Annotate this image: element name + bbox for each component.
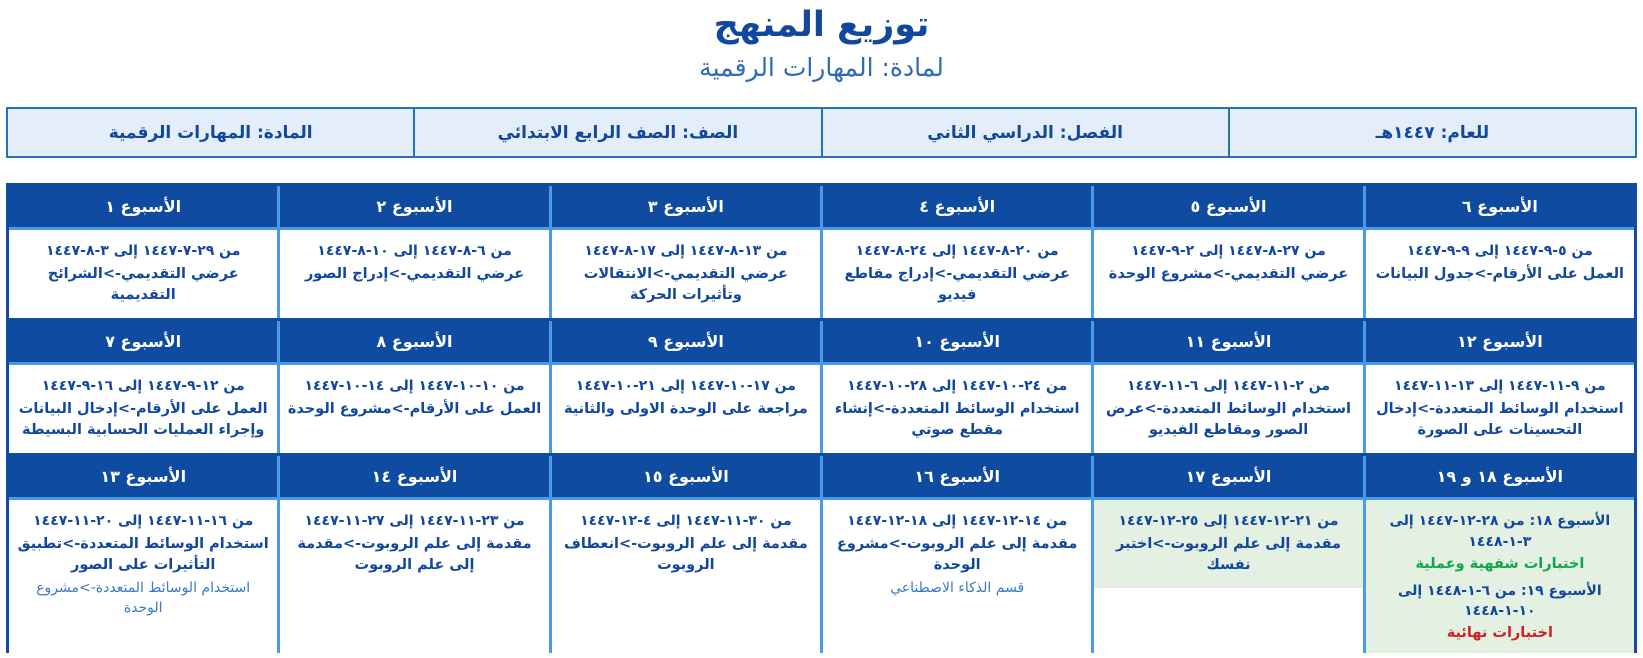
week-column[interactable] [1363,321,1634,453]
week-column[interactable] [820,456,1091,653]
page-subtitle: لمادة: المهارات الرقمية [699,52,944,82]
week-topic-secondary: استخدام الوسائط المتعددة->مشروع الوحدة [36,579,251,616]
week-topic: عرضي التقديمي->الشرائح التقديمية [47,265,239,303]
week-date-range: الأسبوع ١٩: من ٦-١-١٤٤٨ إلى ١٠-١-١٤٤٨ [1398,582,1602,620]
exam-group [1373,511,1627,575]
week-topic: مقدمة إلى علم الروبوت->مقدمة إلى علم الروبوت [297,535,532,573]
week-column[interactable] [1091,186,1362,318]
week-row [9,456,1634,653]
week-header-label: الأسبوع ١٤ [280,456,548,500]
week-column[interactable] [549,456,820,653]
week-body [823,365,1091,453]
week-date-range: من ٥-٩-١٤٤٧ إلى ٩-٩-١٤٤٧ [1406,243,1593,260]
week-column[interactable] [277,456,548,653]
week-topic: مراجعة على الوحدة الاولى والثانية [563,400,808,417]
week-topic-secondary: قسم الذكاء الاصطناعي [890,579,1025,596]
week-topic: استخدام الوسائط المتعددة->عرض الصور ومقاطع الفيديو [1105,400,1352,438]
week-date-range: من ٢-١١-١٤٤٧ إلى ٦-١١-١٤٤٧ [1127,378,1331,395]
week-header-label: الأسبوع ٦ [1366,186,1634,230]
week-date-range: من ٢٠-٨-١٤٤٧ إلى ٢٤-٨-١٤٤٧ [855,243,1059,260]
week-column[interactable] [1091,456,1362,653]
week-date-range: من ١٦-١١-١٤٤٧ إلى ٢٠-١١-١٤٤٧ [33,513,254,530]
week-date-range: من ٢٧-٨-١٤٤٧ إلى ٢-٩-١٤٤٧ [1131,243,1326,260]
week-body [823,230,1091,318]
week-date-range: من ٢٩-٧-١٤٤٧ إلى ٣-٨-١٤٤٧ [45,243,241,260]
week-header-label: الأسبوع ٥ [1094,186,1362,230]
week-topic: العمل على الأرقام->جدول البيانات [1375,265,1624,282]
week-header-label: الأسبوع ٨ [280,321,548,365]
week-date-range: من ٩-١١-١٤٤٧ إلى ١٣-١١-١٤٤٧ [1394,378,1606,395]
week-topic: عرضي التقديمي->إدراج الصور [304,265,525,282]
week-topic: مقدمة إلى علم الروبوت->اختبر نفسك [1116,535,1341,573]
week-date-range: من ٣٠-١١-١٤٤٧ إلى ٤-١٢-١٤٤٧ [580,513,792,530]
week-date-range: من ٦-٨-١٤٤٧ إلى ١٠-٨-١٤٤٧ [317,243,512,260]
week-topic: عرضي التقديمي->الانتقالات وتأثيرات الحركة [583,265,788,303]
week-body [1094,230,1362,318]
week-date-range: من ١٧-١٠-١٤٤٧ إلى ٢١-١٠-١٤٤٧ [575,378,796,395]
week-header-label: الأسبوع ٣ [552,186,820,230]
week-topic: استخدام الوسائط المتعددة->إنشاء مقطع صوتي [834,400,1080,438]
info-cell-subject: المادة: المهارات الرقمية [108,123,313,144]
week-date-range: من ١٣-٨-١٤٤٧ إلى ١٧-٨-١٤٤٧ [584,243,788,260]
week-topic: العمل على الأرقام->مشروع الوحدة [287,400,542,417]
week-body [552,365,820,453]
week-column[interactable] [9,321,277,453]
week-body [280,230,548,318]
week-column[interactable] [820,186,1091,318]
week-date-range: من ١٠-١٠-١٤٤٧ إلى ١٤-١٠-١٤٤٧ [304,378,525,395]
week-header-label: الأسبوع ١٦ [823,456,1091,500]
week-header-label: الأسبوع ١٧ [1094,456,1362,500]
course-info-bar [6,107,1637,158]
week-header-label: الأسبوع ٩ [552,321,820,365]
page-header [0,0,1643,84]
week-topic: العمل على الأرقام->إدخال البيانات وإجراء العمليات الحسابية البسيطة [18,400,268,438]
week-topic: اختبارات نهائية [1446,625,1553,642]
week-column[interactable] [820,321,1091,453]
week-column[interactable] [9,456,277,653]
week-header-label: الأسبوع ١٨ و ١٩ [1366,456,1634,500]
weeks-distribution-table [6,183,1637,653]
week-header-label: الأسبوع ١١ [1094,321,1362,365]
info-cell-term: الفصل: الدراسي الثاني [821,109,1228,156]
week-header-label: الأسبوع ١٣ [9,456,277,500]
week-header-label: الأسبوع ١٥ [552,456,820,500]
week-date-range: من ١٢-٩-١٤٤٧ إلى ١٦-٩-١٤٤٧ [41,378,245,395]
week-column[interactable] [549,321,820,453]
week-header-label: الأسبوع ١ [9,186,277,230]
week-date-range: الأسبوع ١٨: من ٢٨-١٢-١٤٤٧ إلى ٣-١-١٤٤٨ [1389,513,1611,550]
week-body [1366,365,1634,453]
week-topic: عرضي التقديمي->مشروع الوحدة [1108,265,1349,282]
week-topic: استخدام الوسائط المتعددة->إدخال التحسينات على الصورة [1376,400,1624,438]
week-body [9,365,277,453]
week-body [9,230,277,318]
week-body [552,230,820,318]
info-cell-grade: الصف: الصف الرابع الابتدائي [413,109,820,156]
week-header-label: الأسبوع ٢ [280,186,548,230]
week-column[interactable] [1363,456,1634,653]
week-body [823,500,1091,607]
week-body [280,500,548,588]
week-date-range: من ٢٣-١١-١٤٤٧ إلى ٢٧-١١-١٤٤٧ [304,513,525,530]
week-body [552,500,820,588]
week-header-label: الأسبوع ٧ [9,321,277,365]
week-body [280,365,548,453]
week-topic: مقدمة إلى علم الروبوت->انعطاف الروبوت [563,535,808,573]
week-body [1366,500,1634,653]
exam-group [1373,581,1627,645]
week-column[interactable] [1091,321,1362,453]
week-row [9,186,1634,318]
week-header-label: الأسبوع ٤ [823,186,1091,230]
week-column[interactable] [549,186,820,318]
week-column[interactable] [9,186,277,318]
week-header-label: الأسبوع ١٠ [823,321,1091,365]
week-date-range: من ٢٤-١٠-١٤٤٧ إلى ٢٨-١٠-١٤٤٧ [847,378,1068,395]
week-body [9,500,277,627]
week-date-range: من ١٤-١٢-١٤٤٧ إلى ١٨-١٢-١٤٤٧ [847,513,1068,530]
week-body [1094,500,1362,588]
week-body [1366,230,1634,318]
week-topic: مقدمة إلى علم الروبوت->مشروع الوحدة [836,535,1078,573]
week-column[interactable] [1363,186,1634,318]
week-body [1094,365,1362,453]
week-topic: اختبارات شفهية وعملية [1415,555,1585,572]
info-cell-year: للعام: ١٤٤٧هـ [1228,109,1635,156]
week-column[interactable] [277,186,548,318]
page-title: توزيع المنهج [713,5,930,45]
week-topic: عرضي التقديمي->إدراج مقاطع فيديو [844,265,1070,303]
week-header-label: الأسبوع ١٢ [1366,321,1634,365]
week-column[interactable] [277,321,548,453]
week-row [9,321,1634,453]
week-date-range: من ٢١-١٢-١٤٤٧ إلى ٢٥-١٢-١٤٤٧ [1118,513,1339,530]
week-topic: استخدام الوسائط المتعددة->تطبيق التأثيرات على الصور [17,535,269,573]
